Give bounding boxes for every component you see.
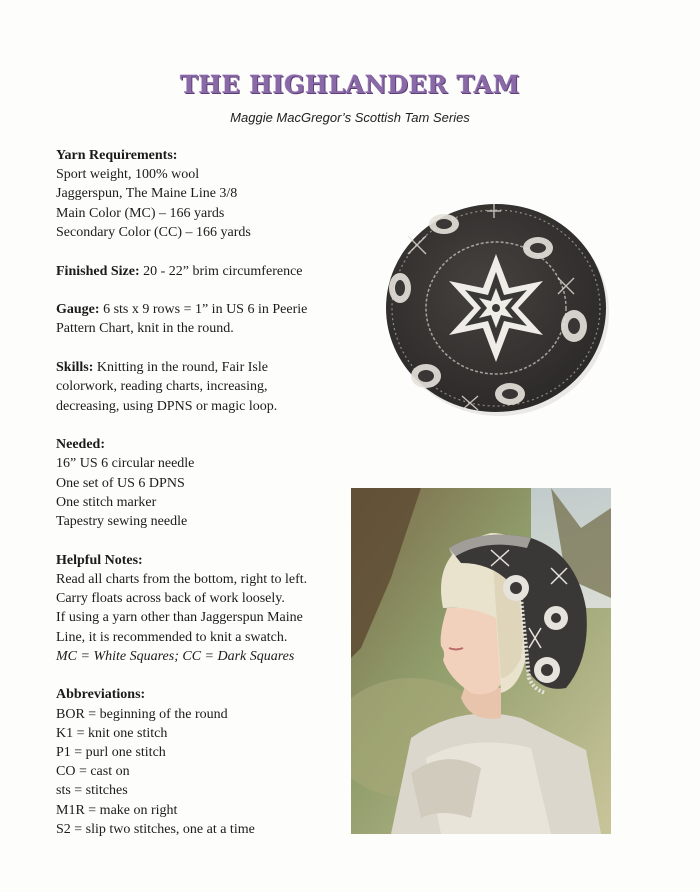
pattern-title: THE HIGHLANDER TAM: [180, 70, 520, 99]
note-line: Carry floats across back of work loosely.: [56, 591, 285, 607]
needed-heading: Needed:: [56, 437, 105, 453]
yarn-line: Jaggerspun, The Maine Line 3/8: [56, 186, 238, 202]
abbreviation-item: P1 = purl one stitch: [56, 745, 166, 761]
needed-item: One stitch marker: [56, 494, 157, 510]
skills-label: Skills:: [56, 360, 94, 376]
abbreviations-section: [56, 685, 356, 839]
needed-item: Tapestry sewing needle: [56, 514, 188, 530]
gauge-section: [56, 300, 356, 338]
note-line: If using a yarn other than Jaggerspun Maine: [56, 610, 303, 626]
yarn-section: [56, 146, 356, 242]
finished-size-section: [56, 262, 356, 281]
finished-size-text: 20 - 22” brim circumference: [139, 263, 303, 279]
gauge-label: Gauge:: [56, 302, 100, 318]
pattern-details: [56, 146, 356, 839]
abbreviation-item: sts = stitches: [56, 783, 128, 799]
tam-top-view-image: [378, 196, 614, 420]
note-line: Read all charts from the bottom, right to left.: [56, 571, 308, 587]
model-wearing-tam-photo: [351, 488, 611, 834]
yarn-line: Sport weight, 100% wool: [56, 167, 200, 183]
needed-item: One set of US 6 DPNS: [56, 475, 185, 491]
series-subtitle: Maggie MacGregor’s Scottish Tam Series: [230, 110, 470, 125]
gauge-text: Pattern Chart, knit in the round.: [56, 321, 234, 337]
gauge-text: 6 sts x 9 rows = 1” in US 6 in Peerie: [99, 302, 308, 318]
abbreviation-item: M1R = make on right: [56, 802, 178, 818]
yarn-heading: Yarn Requirements:: [56, 148, 178, 163]
skills-section: [56, 358, 356, 416]
abbreviations-heading: Abbreviations:: [56, 687, 146, 703]
abbreviation-item: CO = cast on: [56, 764, 130, 780]
skills-text: colorwork, reading charts, increasing,: [56, 379, 268, 395]
needed-item: 16” US 6 circular needle: [56, 456, 195, 472]
skills-text: decreasing, using DPNS or magic loop.: [56, 398, 278, 414]
skills-text: Knitting in the round, Fair Isle: [93, 360, 268, 376]
yarn-line: Secondary Color (CC) – 166 yards: [56, 224, 251, 240]
abbreviation-item: K1 = knit one stitch: [56, 725, 168, 741]
abbreviation-item: S2 = slip two stitches, one at a time: [56, 821, 255, 837]
needed-section: [56, 435, 356, 531]
abbreviation-item: BOR = beginning of the round: [56, 706, 228, 722]
helpful-notes-section: [56, 551, 356, 666]
note-line: Line, it is recommended to knit a swatch.: [56, 629, 288, 645]
helpful-notes-heading: Helpful Notes:: [56, 552, 143, 568]
yarn-line: Main Color (MC) – 166 yards: [56, 205, 225, 221]
color-key-note: MC = White Squares; CC = Dark Squares: [56, 648, 295, 664]
finished-size-label: Finished Size:: [56, 263, 140, 279]
